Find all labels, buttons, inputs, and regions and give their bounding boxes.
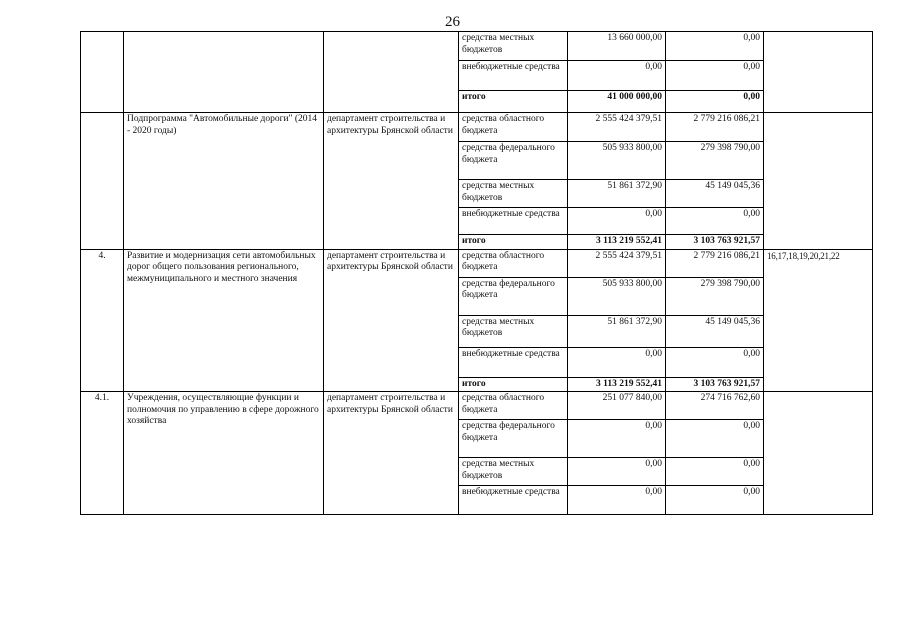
table-row	[81, 113, 873, 142]
funding-source-cell: внебюджетные средства	[459, 347, 568, 377]
amount-cell: 2 779 216 086,21	[666, 249, 764, 277]
amount-cell: 274 716 762,60	[666, 392, 764, 420]
funding-source-cell: итого	[459, 91, 568, 113]
amount-cell: 0,00	[666, 208, 764, 235]
funding-source-cell: внебюджетные средства	[459, 486, 568, 515]
amount-cell: 2 555 424 379,51	[568, 249, 666, 277]
amount-cell: 3 103 763 921,57	[666, 377, 764, 392]
amount-cell: 45 149 045,36	[666, 180, 764, 208]
row-number-cell: 4.	[81, 249, 124, 392]
amount-cell: 0,00	[568, 208, 666, 235]
funding-source-cell: средства федерального бюджета	[459, 420, 568, 458]
amount-cell: 0,00	[568, 61, 666, 91]
amount-cell: 41 000 000,00	[568, 91, 666, 113]
row-number-cell	[81, 32, 124, 113]
amount-cell: 0,00	[666, 458, 764, 486]
amount-cell: 2 555 424 379,51	[568, 113, 666, 142]
table-body	[81, 32, 873, 515]
table-row	[81, 392, 873, 420]
indicator-codes-cell: 16,17,18,19,20,21,22	[764, 249, 873, 392]
indicator-codes-cell	[764, 32, 873, 113]
amount-cell: 251 077 840,00	[568, 392, 666, 420]
budget-table	[80, 31, 873, 515]
amount-cell: 0,00	[666, 91, 764, 113]
amount-cell: 0,00	[568, 486, 666, 515]
row-number-cell: 4.1.	[81, 392, 124, 515]
table-row	[81, 249, 873, 277]
table-row	[81, 32, 873, 61]
amount-cell: 0,00	[666, 61, 764, 91]
amount-cell: 51 861 372,90	[568, 180, 666, 208]
amount-cell: 505 933 800,00	[568, 142, 666, 180]
event-name-cell: Развитие и модернизация сети автомобильных дорог общего пользования регионального, межмуниципального и местного значения	[124, 249, 324, 392]
event-name-cell: Учреждения, осуществляющие функции и полномочия по управлению в сфере дорожного хозяйства	[124, 392, 324, 515]
executor-cell: департамент строительства и архитектуры Брянской области	[324, 113, 459, 250]
amount-cell: 13 660 000,00	[568, 32, 666, 61]
funding-source-cell: итого	[459, 235, 568, 250]
funding-source-cell: средства местных бюджетов	[459, 180, 568, 208]
event-name-cell	[124, 32, 324, 113]
funding-source-cell: внебюджетные средства	[459, 61, 568, 91]
amount-cell: 0,00	[568, 420, 666, 458]
funding-source-cell: средства федерального бюджета	[459, 142, 568, 180]
indicator-codes-cell	[764, 392, 873, 515]
amount-cell: 0,00	[666, 347, 764, 377]
amount-cell: 3 103 763 921,57	[666, 235, 764, 250]
funding-source-cell: средства местных бюджетов	[459, 315, 568, 347]
executor-cell: департамент строительства и архитектуры Брянской области	[324, 392, 459, 515]
funding-source-cell: средства местных бюджетов	[459, 32, 568, 61]
amount-cell: 0,00	[666, 32, 764, 61]
amount-cell: 51 861 372,90	[568, 315, 666, 347]
amount-cell: 0,00	[568, 347, 666, 377]
amount-cell: 2 779 216 086,21	[666, 113, 764, 142]
funding-source-cell: средства областного бюджета	[459, 392, 568, 420]
funding-source-cell: внебюджетные средства	[459, 208, 568, 235]
funding-source-cell: итого	[459, 377, 568, 392]
amount-cell: 3 113 219 552,41	[568, 235, 666, 250]
amount-cell: 279 398 790,00	[666, 277, 764, 315]
amount-cell: 3 113 219 552,41	[568, 377, 666, 392]
amount-cell: 0,00	[568, 458, 666, 486]
indicator-codes-cell	[764, 113, 873, 250]
executor-cell: департамент строительства и архитектуры Брянской области	[324, 249, 459, 392]
amount-cell: 505 933 800,00	[568, 277, 666, 315]
event-name-cell: Подпрограмма "Автомобильные дороги" (2014 - 2020 годы)	[124, 113, 324, 250]
amount-cell: 45 149 045,36	[666, 315, 764, 347]
funding-source-cell: средства местных бюджетов	[459, 458, 568, 486]
amount-cell: 0,00	[666, 420, 764, 458]
page-number: 26	[445, 14, 460, 30]
funding-source-cell: средства федерального бюджета	[459, 277, 568, 315]
funding-source-cell: средства областного бюджета	[459, 113, 568, 142]
executor-cell	[324, 32, 459, 113]
row-number-cell	[81, 113, 124, 250]
amount-cell: 0,00	[666, 486, 764, 515]
funding-source-cell: средства областного бюджета	[459, 249, 568, 277]
amount-cell: 279 398 790,00	[666, 142, 764, 180]
